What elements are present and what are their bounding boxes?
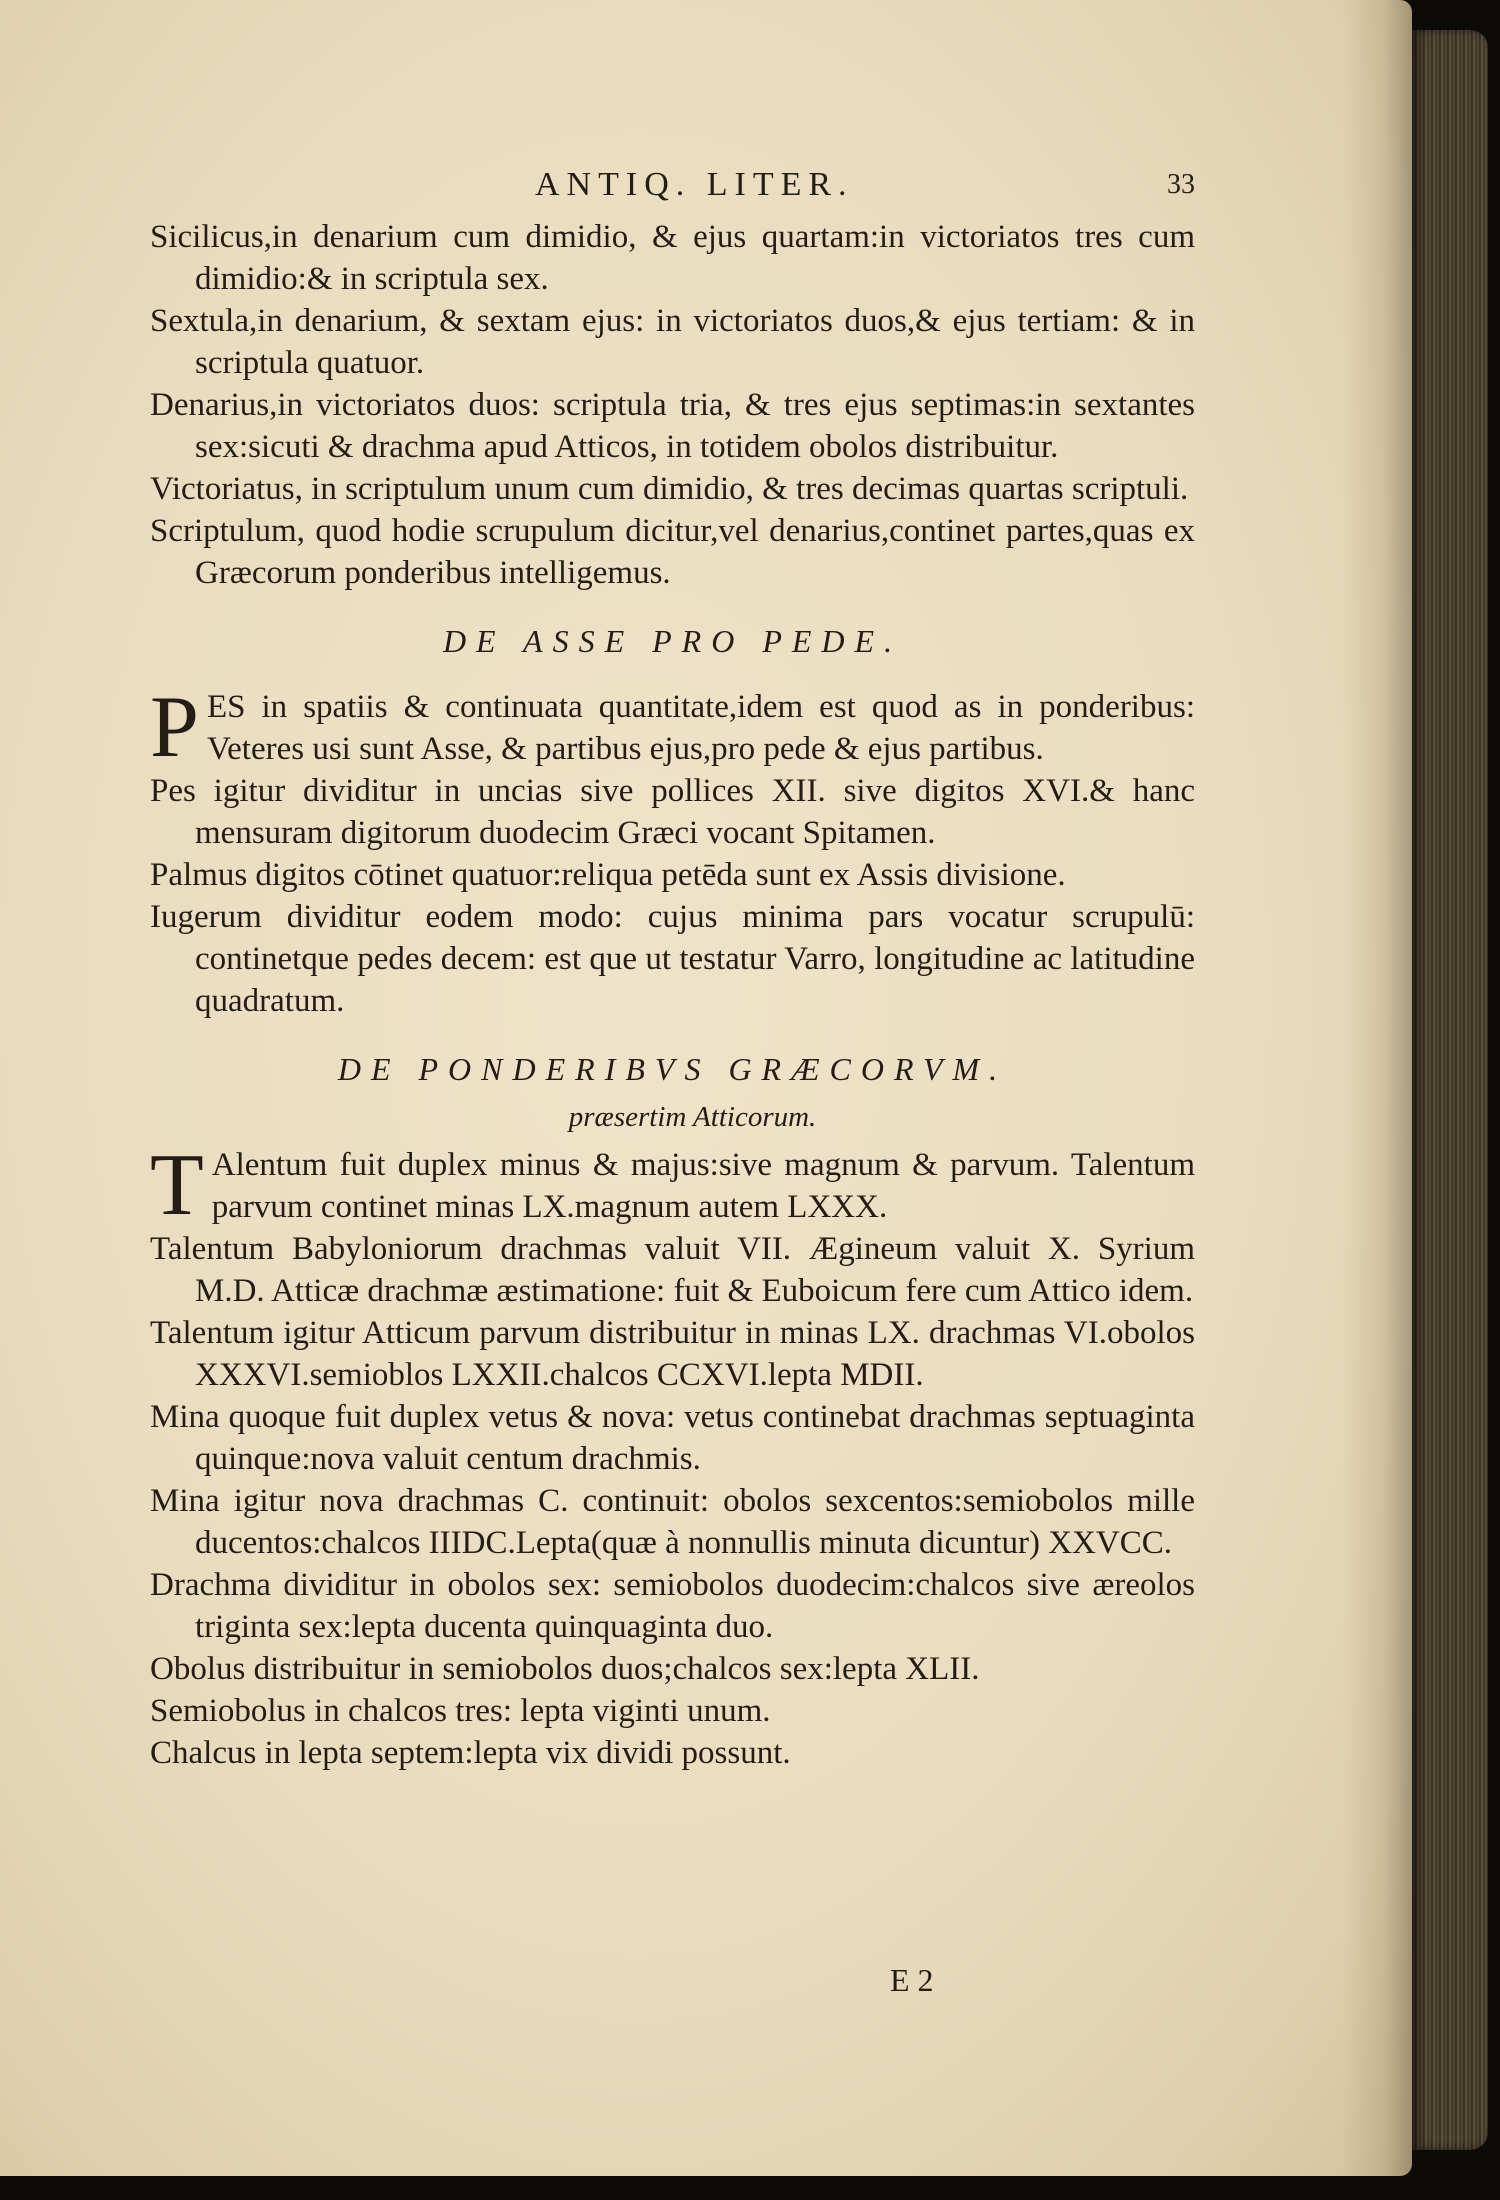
entry-mina-nova: Mina igitur nova drachmas C. continuit: obolos sexcentos:semiobolos mille ducentos:chalcos IIIDC.Lepta(quæ à nonnullis minuta dicuntur) XXVCC.: [150, 1483, 1195, 1561]
running-header: [150, 166, 1195, 216]
entry-iugerum: Iugerum dividitur eodem modo: cujus minima pars vocatur scrupulū: continetque pedes decem: est que ut testatur Varro, longitudine ac latitudine quadratum.: [150, 899, 1195, 1019]
book-page-edges: [1412, 30, 1488, 2150]
entry-chalcus: Chalcus in lepta septem:lepta vix dividi possunt.: [150, 1735, 791, 1771]
section-de-ponderibus-graecorum: [150, 1137, 1195, 1774]
page-number: 33: [1167, 169, 1195, 200]
section-weights-list: [150, 216, 1195, 594]
intro-paragraph-pes: [150, 679, 1195, 776]
drop-cap-t: T: [150, 1137, 204, 1234]
drop-cap-p: P: [150, 679, 199, 776]
entry-talentum-babyloniorum: Talentum Babyloniorum drachmas valuit VII. Ægineum valuit X. Syrium M.D. Atticæ drachmæ æstimatione: fuit & Euboicum fere cum Attico idem.: [150, 1231, 1195, 1309]
entry-obolus: Obolus distribuitur in semiobolos duos;chalcos sex:lepta XLII.: [150, 1651, 980, 1687]
entry-scriptulum: Scriptulum, quod hodie scrupulum dicitur,vel denarius,continet partes,quas ex Græcorum ponderibus intelligemus.: [150, 513, 1195, 591]
entry-sextula: Sextula,in denarium, & sextam ejus: in victoriatos duos,& ejus tertiam: & in scriptula quatuor.: [150, 303, 1195, 381]
section-de-asse-pro-pede: [150, 679, 1195, 1022]
entry-drachma: Drachma dividitur in obolos sex: semiobolos duodecim:chalcos sive æreolos triginta sex:lepta ducenta quinquaginta duo.: [150, 1567, 1195, 1645]
page-text-block: [150, 166, 1195, 1774]
signature-mark: E 2: [890, 1962, 934, 1998]
entry-talentum-atticum: Talentum igitur Atticum parvum distribuitur in minas LX. drachmas VI.obolos XXXVI.semioblos LXXII.chalcos CCXVI.lepta MDII.: [150, 1315, 1195, 1393]
entry-victoriatus: Victoriatus, in scriptulum unum cum dimidio, & tres decimas quartas scriptuli.: [150, 471, 1189, 507]
entry-mina-duplex: Mina quoque fuit duplex vetus & nova: vetus continebat drachmas septuaginta quinque:nova valuit centum drachmis.: [150, 1399, 1195, 1477]
intro-paragraph-talentum: [150, 1137, 1195, 1234]
heading-de-ponderibus-graecorum: DE PONDERIBVS GRÆCORVM.: [337, 1051, 1008, 1087]
running-title: ANTIQ. LITER.: [535, 166, 854, 203]
subheading-atticorum: præsertim Atticorum.: [568, 1101, 817, 1133]
entry-semiobolus: Semiobolus in chalcos tres: lepta viginti unum.: [150, 1693, 771, 1729]
entry-sicilicus: Sicilicus,in denarium cum dimidio, & ejus quartam:in victoriatos tres cum dimidio:& in scriptula sex.: [150, 219, 1195, 297]
entry-pes: Pes igitur dividitur in uncias sive pollices XII. sive digitos XVI.& hanc mensuram digitorum duodecim Græci vocant Spitamen.: [150, 773, 1195, 851]
heading-de-asse-pro-pede: DE ASSE PRO PEDE.: [442, 623, 903, 659]
intro-text-pes: ES in spatiis & continuata quantitate,idem est quod as in ponderibus: Veteres usi sunt Asse, & partibus ejus,pro pede & ejus partibus.: [206, 689, 1195, 767]
entry-palmus: Palmus digitos cōtinet quatuor:reliqua petēda sunt ex Assis divisione.: [150, 857, 1066, 893]
intro-text-talentum: Alentum fuit duplex minus & majus:sive magnum & parvum. Talentum parvum continet minas LX.magnum autem LXXX.: [211, 1147, 1195, 1225]
page-gutter-shadow: [1342, 0, 1412, 2176]
entry-denarius: Denarius,in victoriatos duos: scriptula tria, & tres ejus septimas:in sextantes sex:sicuti & drachma apud Atticos, in totidem obolos distribuitur.: [150, 387, 1195, 465]
